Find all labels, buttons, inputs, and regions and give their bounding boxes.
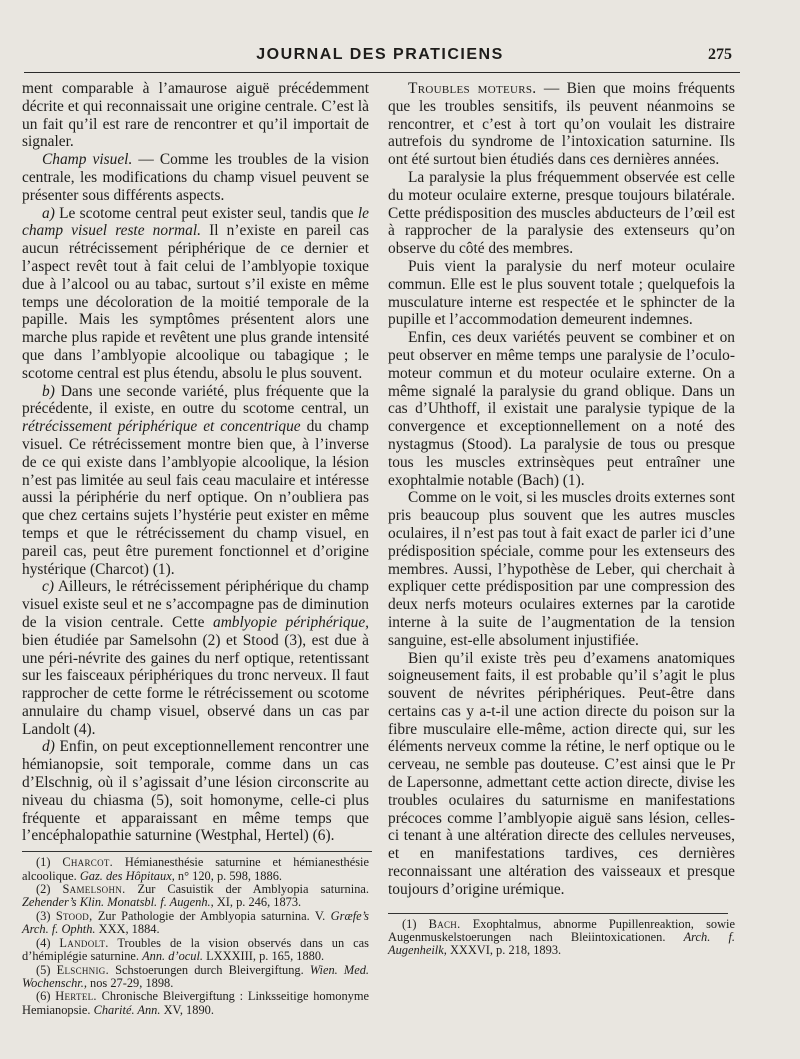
footnote (22, 856, 369, 883)
footnote-source: Græfe’s Arch. f. Ophth. (22, 908, 369, 937)
footnote-author: Charcot. (62, 855, 114, 870)
page-number: 275 (708, 46, 732, 63)
item-label: c) (42, 578, 54, 596)
footnote-text: XV, 1890. (160, 1002, 214, 1017)
footnote-text: Troubles de la vision observés dans un cas d’hémiplégie saturnine. (22, 935, 369, 964)
footnote-author: Elschnig. (56, 962, 109, 977)
paragraph (22, 151, 369, 204)
paragraph: Comme on le voit, si les muscles droits externes sont pris beaucoup plus souvent que les autres muscles oculaires, il n’est pas tout à fait exact de parler ici d’une prédisposition spéciale, comme pour les extenseurs des membres. Aussi, l’hypothèse de Leber, qui cherchait à expliquer cette prédisposition par une compression des deux nerfs moteurs oculaires externes par la carotide interne à la suite de l’augmentation de la tension sanguine, est-elle absolument injustifiée. (388, 489, 735, 649)
left-column (22, 80, 369, 1017)
emphasis: amblyopie périphérique, (213, 613, 369, 631)
footnote-text: LXXXIII, p. 165, 1880. (203, 949, 325, 964)
footnote-number: (2) (36, 882, 51, 897)
paragraph-text: bien étudiée par Samelsohn (2) et Stood (3), est due à une péri-névrite des gaines du nerf optique, retentissant sur les faisceaux périphériques du tronc nerveux. Il faut rapprocher de cette forme le rétrécissement ou scotome annulaire du champ visuel, observé dans un cas par Landolt (4). (22, 631, 369, 738)
item-label: a) (42, 204, 55, 222)
paragraph-text: Le scotome central peut exister seul, tandis que (54, 204, 358, 222)
paragraph (22, 738, 369, 845)
paragraph (388, 80, 735, 169)
footnote (22, 964, 369, 991)
emphasis: rétrécissement périphérique et concentrique (22, 418, 301, 436)
running-title: JOURNAL DES PRATICIENS (256, 46, 504, 63)
paragraph: Puis vient la paralysie du nerf moteur oculaire commun. Elle est le plus souvent totale ; quelquefois la musculature interne est respectée et le sphincter de la pupille et l’accommodation demeurent indemnes. (388, 257, 735, 329)
paragraph-text: Il n’existe en pareil cas aucun rétrécissement périphérique de ce dernier et l’aspect revêt tout à fait celui de l’amblyopie toxique due à l’alcool ou au tabac, surtout s’il existe en même temps une décoloration de la moitié temporale de la papille. Mais les symptômes présentent alors une marche plus rapide et revêtent une plus grande intensité que dans l’amblyopie alcoolique ou tabagique ; le scotome central est plus étendu, absolu le plus souvent. (22, 222, 369, 382)
footnote-source: Wien. Med. Wochenschr., (22, 962, 369, 990)
paragraph-text: Ailleurs, le rétrécissement périphérique du champ visuel existe seul et ne s’accompagne pas de diminution de la vision centrale. Cette (22, 578, 369, 631)
footnote-number: (5) (36, 962, 51, 977)
footnote-source: Gaz. des Hôpitaux, (79, 868, 175, 883)
footnote-source: Ann. d’ocul. (142, 949, 204, 964)
paragraph-text: Dans une seconde variété, plus fréquente que la précédente, il existe, en outre du scotome central, un (22, 382, 369, 418)
paragraph-text: — Comme les troubles de la vision centrale, les modifications du champ visuel peuvent se présenter sous différents aspects. (22, 151, 370, 204)
footnote-number: (1) (36, 855, 51, 870)
footnote-text: Zur Casuistik der Amblyopia saturnina. (125, 882, 369, 897)
paragraph-text: du champ visuel. Ce rétrécissement montre bien que, à l’inverse de ce qui existe dans l’amblyopie alcoolique, la lésion n’est pas limitée au seul fais ceau maculaire et intéresse aussi la périphérie du nerf optique. On n’oubliera pas que chez certains sujets l’hystérie peut exister en même temps et que le rétrécissement du champ visuel, en pareil cas, peut être purement fonctionnel et d’origine hystérique (Charcot) (1). (22, 418, 369, 578)
footnote (22, 937, 369, 964)
paragraph-text: ment comparable à l’amaurose aiguë précédemment décrite et qui reconnaissait une origine centrale. C’est là un fait qu’il est rare de rencontrer et qu’il importait de signaler. (22, 80, 369, 151)
item-label: b) (42, 382, 55, 400)
footnote-text: n° 120, p. 598, 1886. (174, 868, 282, 883)
paragraph: Enfin, ces deux variétés peuvent se combiner et on peut observer en même temps une paralysie de l’oculo-moteur commun et du moteur oculaire externe. On a même signalé la paralysie du grand oblique. Dans un cas d’Uhthoff, il existait une paralysie typique de la convergence et exceptionnellement on a noté des nystagmus (Stood). La paralysie de tous ou presque tous les muscles extrinsèques peut entraîner une exophtalmie notable (Bach) (1). (388, 329, 735, 489)
footnote-author: Samelsohn. (62, 882, 126, 897)
footnote-text: XI, p. 246, 1873. (213, 895, 302, 910)
emphasis: le champ visuel reste normal. (22, 204, 369, 240)
footnote-number: (1) (402, 916, 417, 931)
footnote-author: Hertel. (55, 989, 97, 1004)
footnote-source: Arch. f. Augenheilk, (388, 930, 735, 958)
footnote (22, 990, 369, 1017)
paragraph: La paralysie la plus fréquemment observée est celle du moteur oculaire externe, presque toujours bilatérale. Cette prédisposition des muscles abducteurs de l’œil est à rapprocher de la paralysie des extenseurs qu’on observe du côté des membres. (388, 168, 735, 258)
footnote-text: nos 27-29, 1898. (86, 975, 174, 990)
footnote-source: Charité. Ann. (93, 1002, 161, 1017)
item-label: d) (42, 738, 55, 756)
paragraph-text: Enfin, on peut exceptionnellement rencontrer une hémianopsie, soit temporale, comme dans un cas d’Elschnig, où il s’agissait d’une lésion circonscrite au niveau du chiasma (5), soit homonyme, celle-ci plus fréquente et apparaissant en même temps que l’encéphalopathie saturnine (Westphal, Hertel) (6). (22, 738, 369, 845)
footnote-number: (6) (36, 989, 51, 1004)
footnote (22, 883, 369, 910)
footnote-text: Chronische Bleivergiftung : Linksseitige homonyme Hemianopsie. (22, 989, 369, 1017)
paragraph (22, 205, 369, 383)
header-rule (24, 72, 740, 73)
footnote-number: (4) (36, 935, 51, 950)
footnote-rule (388, 913, 728, 914)
paragraph (22, 578, 369, 738)
paragraph (22, 383, 369, 579)
paragraph (22, 80, 369, 151)
page-header (30, 46, 730, 68)
footnote-text: Zur Pathologie der Amblyopia saturnina. V. (92, 908, 331, 923)
paragraph-text: — Bien que moins fréquents que les troubles sensitifs, ils peuvent néanmoins se rencontrer, et c’est à tort qu’on voulait les distraire autrefois du syndrome de l’intoxication saturnine. Ils ont été surtout bien étudiés dans ces dernières années. (388, 80, 735, 169)
section-lead: Troubles moteurs. (408, 80, 537, 97)
footnote-text: XXX, 1884. (95, 922, 160, 937)
footnote-text: Schstoerungen durch Bleivergiftung. (108, 962, 310, 977)
footnote-author: Landolt. (59, 935, 109, 950)
footnote-text: XXXVI, p. 218, 1893. (446, 943, 562, 958)
right-column (388, 80, 735, 958)
footnote-number: (3) (36, 908, 51, 923)
section-lead: Champ visuel. (42, 151, 133, 169)
footnote-source: Zehender’s Klin. Monatsbl. f. Augenh., (22, 895, 214, 910)
footnote-author: Stood, (55, 908, 93, 923)
footnote-text: Exophtalmus, abnorme Pupillenreaktion, sowie Augenmuskelstoerungen nach Bleiintoxicationen. (388, 916, 735, 945)
paragraph: Bien qu’il existe très peu d’examens anatomiques soigneusement faits, il est probable qu’il s’agit le plus souvent de névrites périphériques. Peut-être dans certains cas y a-t-il une action directe du poison sur la fibre musculaire elle-même, action directe qui, sur les éléments nerveux comme la rétine, le nerf optique ou le cerveau, ne semble pas douteuse. C’est ainsi que le Pr de Lapersonne, admettant cette action directe, divise les troubles oculaires du saturnisme en manifestations précoces comme l’amblyopie aiguë sans lésion, celles-ci tenant à une altération directe des cellules nerveuses, et en manifestations tardives, ces dernières reconnaissant une altération des vaisseaux et presque toujours d’origine urémique. (388, 649, 735, 898)
footnote-text: Hémianesthésie saturnine et hémianesthésie alcoolique. (22, 855, 369, 883)
footnote-rule (22, 851, 372, 852)
footnote (22, 910, 369, 937)
footnote (388, 918, 735, 958)
footnote-author: Bach. (428, 916, 461, 931)
